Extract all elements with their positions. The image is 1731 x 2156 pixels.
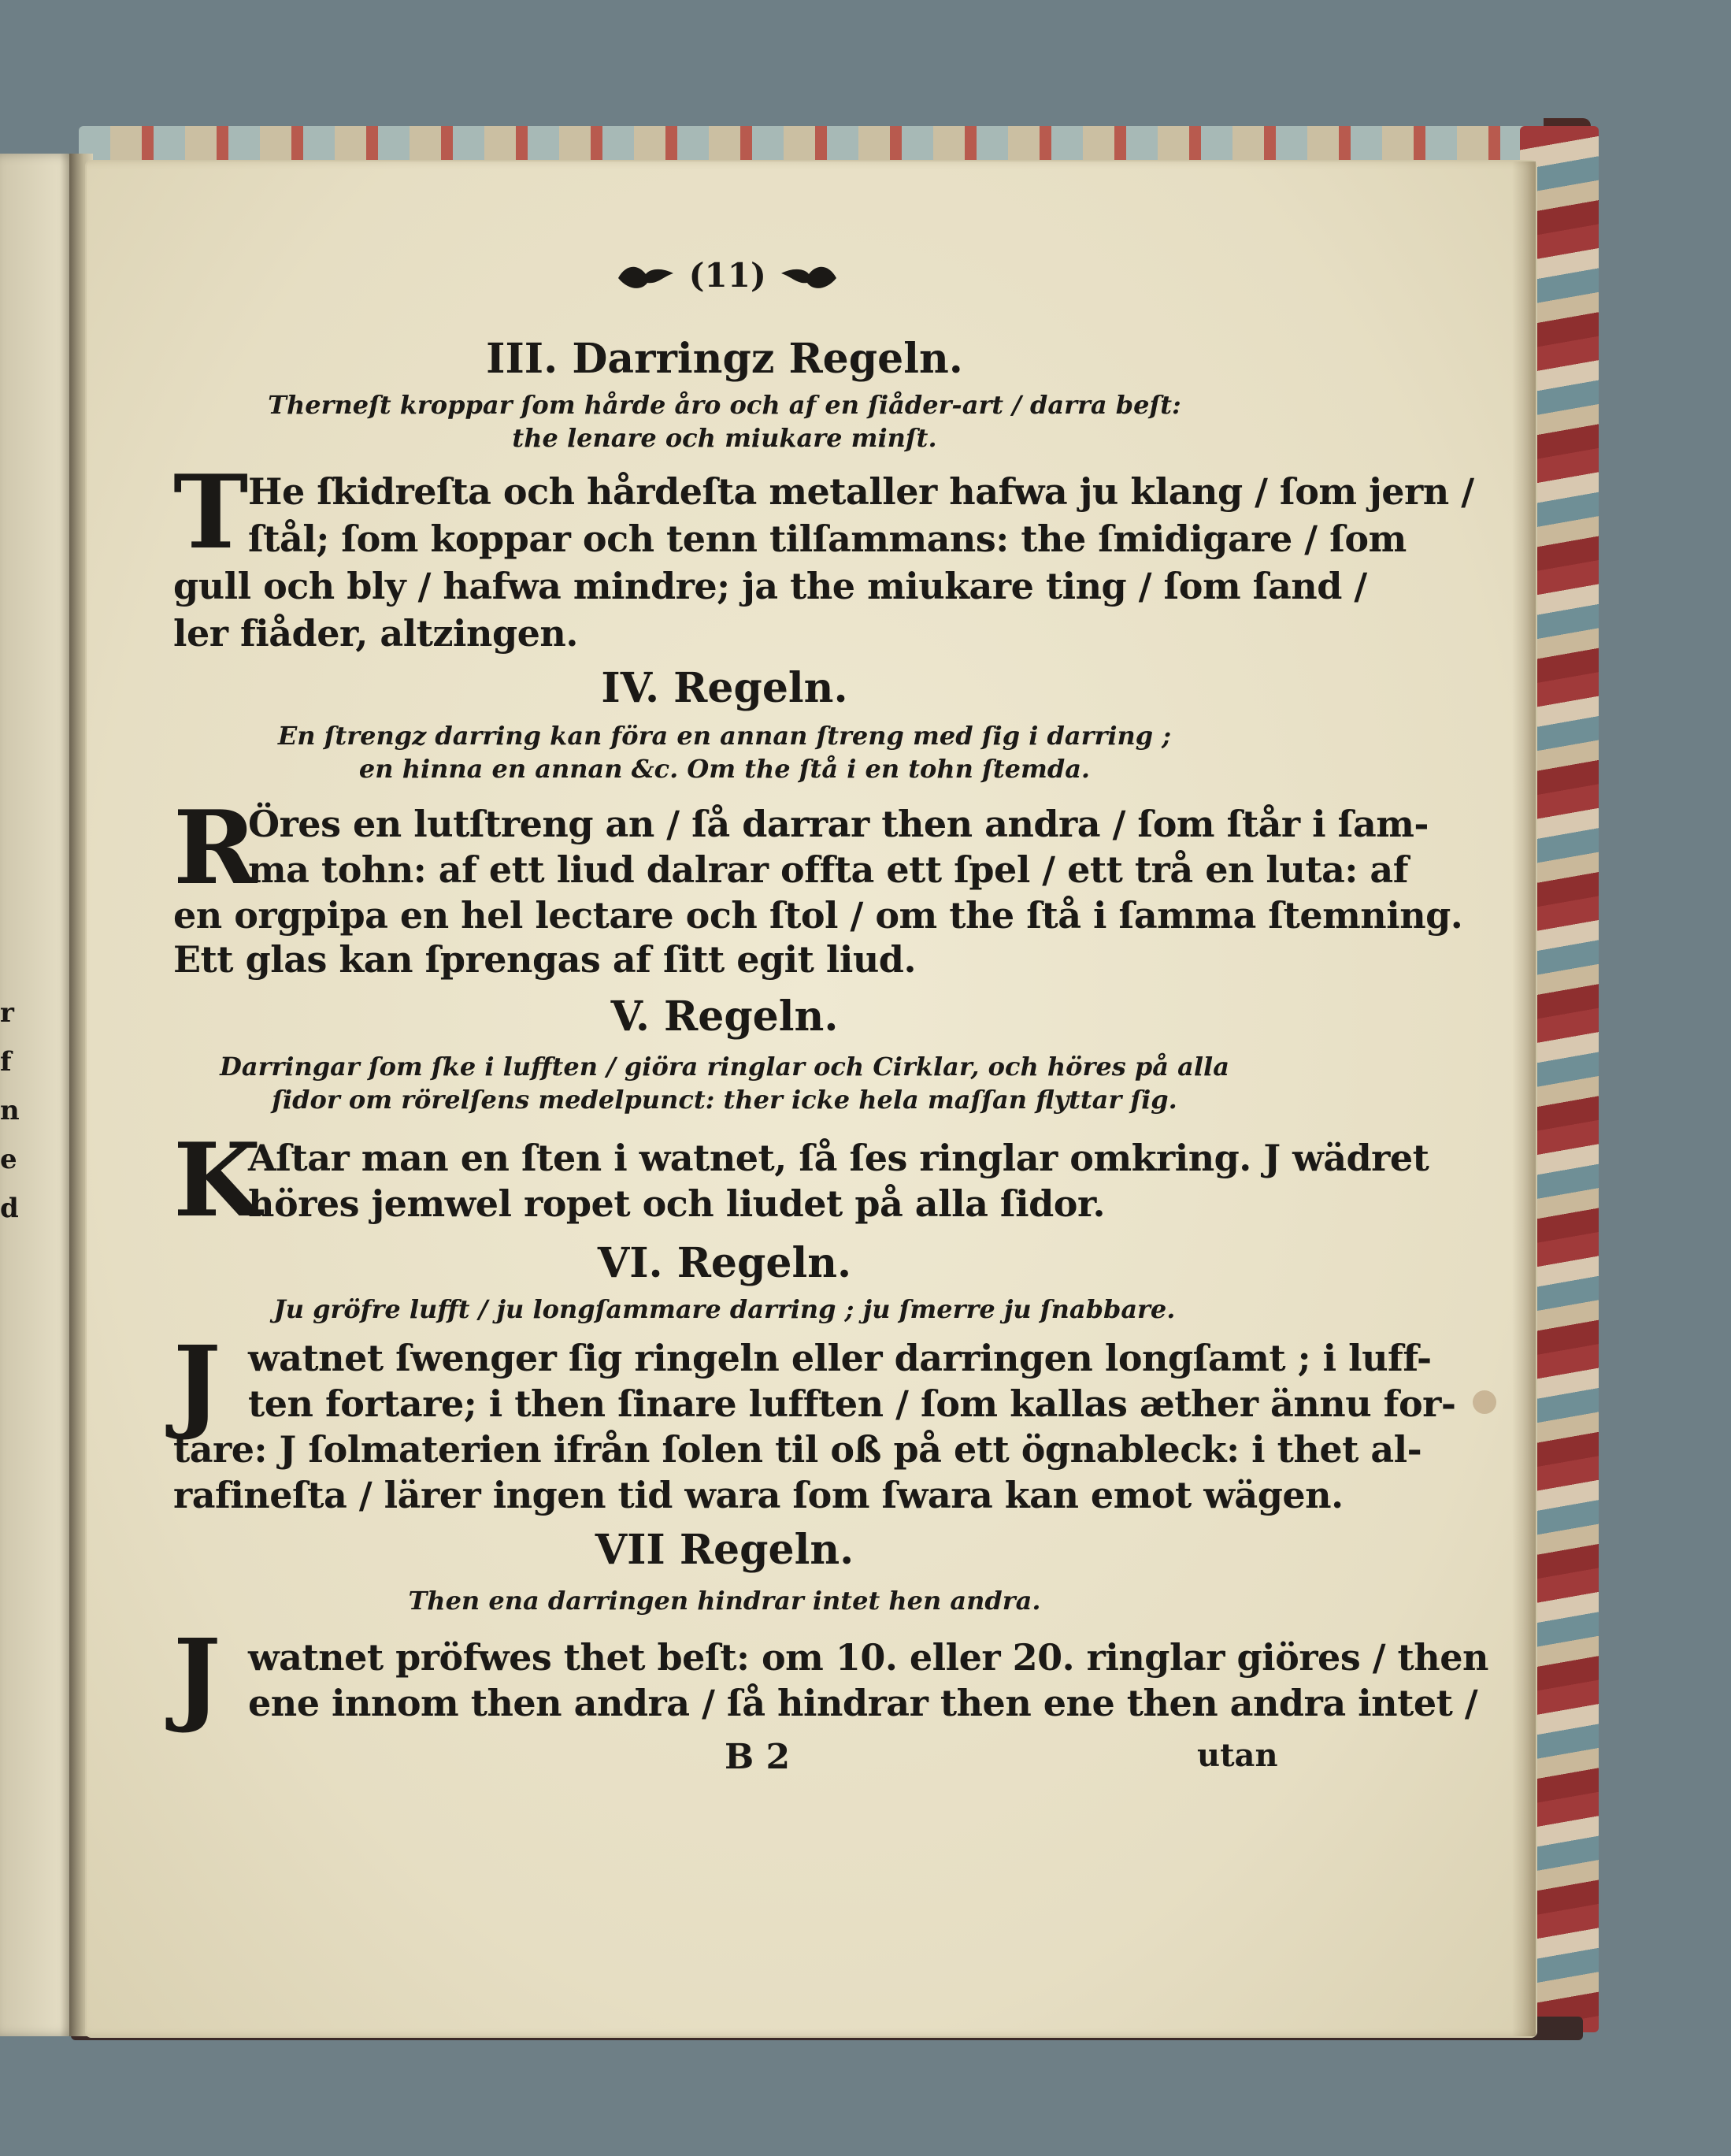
section-heading: VII Regeln. [595,1526,854,1574]
body-line: watnet ſwenger ſig ringeln eller darringen longſamt ; i luff- [248,1337,1432,1379]
section-heading: IV. Regeln. [601,664,848,712]
drop-cap: J [173,1618,221,1736]
drop-cap: K [173,1122,261,1240]
section-summary: Ju gröfre lufft / ju longſammare darring ; ju ſmerre ju ſnabbare. [273,1294,1176,1324]
body-line: Ett glas kan ſprengas af ſitt egit liud. [173,938,916,981]
body-line: ler fiåder, altzingen. [173,612,578,655]
section-summary: En ſtrengz darring kan föra en annan ſtreng med ſig i darring ; [277,721,1172,751]
body-line: en orgpipa en hel lectare och ſtol / om the ſtå i ſamma ſtemning. [173,894,1463,937]
section-summary: Therneſt kroppar ſom hårde åro och af en ſiåder-art / darra beſt: [268,390,1181,420]
book-cover-top [79,126,1575,165]
body-line: watnet pröfwes thet beſt: om 10. eller 20. ringlar giöres / then [248,1636,1488,1679]
drop-cap: J [173,1325,221,1443]
fleuron-right-icon [777,262,840,294]
fleuron-left-icon [614,262,677,294]
section-summary: ſidor om rörelſens medelpunct: ther icke hela maſſan flyttar ſig. [272,1085,1177,1115]
drop-cap: R [173,789,258,907]
body-line: ma tohn: af ett liud dalrar offta ett ſpel / ett trå en luta: af [248,848,1408,891]
body-line: ten fortare; i then ſinare lufften / ſom kallas æther ännu for- [248,1382,1456,1425]
section-heading: V. Regeln. [610,993,839,1041]
paper-stain [1473,1390,1496,1414]
body-line: tare: J ſolmaterien ifrån ſolen til oß på ett ögnableck: i thet al- [173,1428,1422,1471]
page-number: (11) [688,256,766,295]
body-line: Aſtar man en ſten i watnet, ſå ſes ringlar omkring. J wädret [248,1137,1429,1179]
body-line: ene innom then andra / ſå hindrar then ene then andra intet / [248,1682,1478,1724]
body-line: Öres en lutſtreng an / ſå darrar then andra / ſom ſtår i ſam- [248,803,1429,845]
section-summary: the lenare och miukare minſt. [512,423,937,453]
body-line: höres jemwel ropet och liudet på alla ſidor. [248,1182,1106,1225]
page-header [614,256,835,295]
section-summary: en hinna en annan &c. Om the ſtå i en tohn ſtemda. [358,754,1091,784]
section-summary: Then ena darringen hindrar intet hen andra. [408,1586,1041,1616]
drop-cap: T [173,454,249,572]
catchword: utan [1197,1737,1278,1774]
facing-page-text: r f n e d [0,997,20,1224]
body-line: He ſkidreſta och hårdeſta metaller hafwa ju klang / ſom jern / [248,470,1474,513]
signature-mark: B 2 [725,1737,791,1777]
section-heading: VI. Regeln. [597,1239,852,1287]
body-line: ſtål; ſom koppar och tenn tilſammans: the ſmidigare / ſom [248,518,1407,560]
facing-page [0,154,75,2036]
section-summary: Darringar ſom ſke i lufften / giöra ringlar och Cirklar, och höres på alla [220,1052,1229,1082]
page-shadow [1512,161,1536,2036]
body-line: gull och bly / hafwa mindre; ja the miukare ting / ſom ſand / [173,565,1367,607]
body-line: rafineſta / lärer ingen tid wara ſom ſwara kan emot wägen. [173,1474,1344,1516]
section-heading: III. Darringz Regeln. [486,335,963,383]
